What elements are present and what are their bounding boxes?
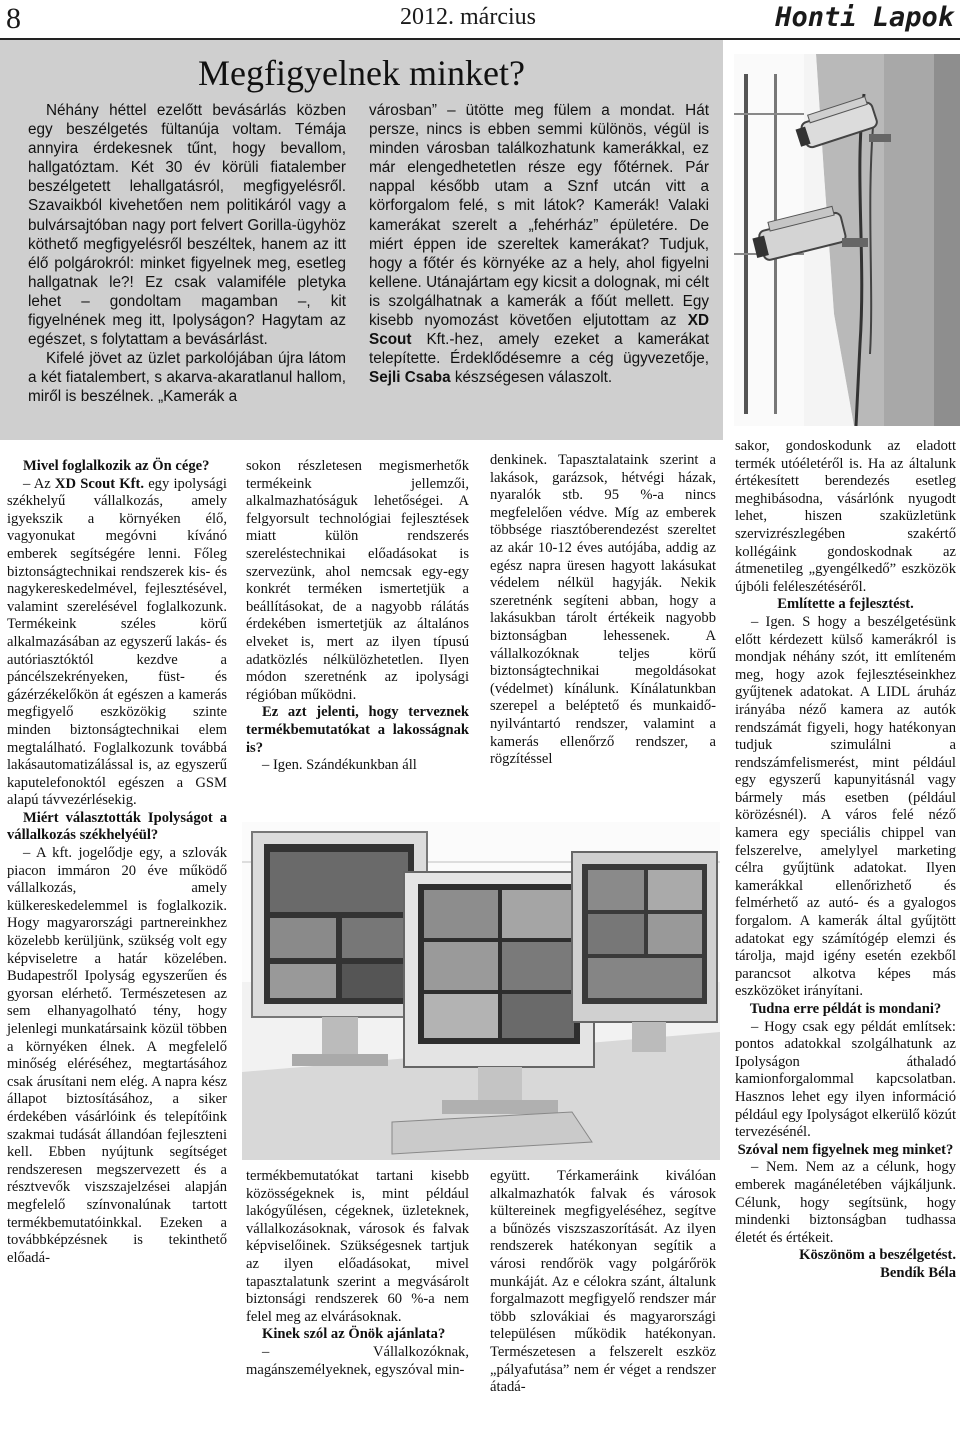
interview-question: Tudna erre példát is mondani? xyxy=(749,1001,942,1017)
interview-answer: denkinek. Tapasztalataink szerint a lakások, garázsok, hétvégi házak, nyaralók stb. 95 %-a nincs megfelelően védve. Míg az emberek többsége riasztóberendezést szereltet az akár 10-12 éves autójába, addig az egész napra üresen hagyott lakásukat védelem nélkül hagyják. Nekik szeretnénk segíteni abban, hogy a lakásukban tárolt értékeik nagyobb biztonságban lehessenek. A vállalkozóknak teljes körű biztonságtechnikai megoldásokat (védelmet) kínálunk. Kínálatunkban szerepel a beléptető és munkaidő-nyilvántartó rendszer, valamint a kamerás ellenőrző rendszer, a rögzítéssel xyxy=(490,452,716,768)
page-number: 8 xyxy=(6,2,21,35)
article-column-4 xyxy=(735,438,956,1283)
headline: Megfigyelnek minket? xyxy=(198,53,525,93)
article-column-3 xyxy=(490,452,716,769)
lead-text: készségesen válaszolt. xyxy=(450,369,613,387)
closing-thanks: Köszönöm a beszélgetést. xyxy=(799,1247,956,1264)
interview-question: Kinek szól az Önök ajánlata? xyxy=(262,1326,446,1343)
security-camera-photo-icon xyxy=(734,54,960,426)
article-column-2 xyxy=(246,458,469,775)
lead-text: Kft.-hez, amely ezeket a kamerákat telepítette. Érdeklődésemre a cég ügyvezetője, xyxy=(369,331,709,368)
interview-question: Miért választották Ipolyságot a vállalkozás székhelyéül? xyxy=(7,809,227,844)
interview-answer: – Igen. S hogy a beszélgetésünk előtt kérdezett külső kamerákról is mondjak néhány szót, itt említeném meg, hogy azok fejlesztéseinkhez gyűjtenek adatokat. A LIDL áruház irányába néző kamera az autók rendszámát figyeli, hogy hatékonyan tudjuk szimulálni a rendszámfelismerést, mint például egy egyszerű kapunyitásnál vagy bármely más esetben (például körözésnél). A város felé néző kamera egy speciális chippel van felszerelve, amelylyel marketing célra gyűjtünk adatokat. Ilyen kamerákkal ellenőrizhető és felmérhető az autó- és a gyalogos forgalom. A kamerák által gyűjtött adatokat egy számítógép elemzi és tárolja, majd igény esetén ezekből parancsot alkotva képes más eszközöket irányítani. xyxy=(735,613,956,1000)
interview-answer: sakor, gondoskodunk az eladott termék utóéletéről is. Ha az általunk értékesített berendezés esetleg meghibásodna, vásárlónk nyugodt lehet, hiszen szaküzletünk szervizrészlegében szakértő kollégáink gondoskodnak az átmenetileg „gyengélkedő” eszközök újbóli feléleszétéséről. xyxy=(735,438,956,595)
issue-date: 2012. március xyxy=(400,4,536,30)
person-name: Sejli Csaba xyxy=(369,369,451,387)
interview-answer: sokon részletesen megismerhetők termékeink jellemzői, alkalmazhatóságuk lehetőségei. A felgyorsult technológiai fejlesztések miatt külön rendszerés szereléstechnikai előadásokat is szervezünk, ahol nemcsak egy-egy konkrét terméken ismertetjük a beállításokat, de a nagyobb rálátás érdekében ismertetjük az általános elveket is, mert az ilyen típusú adatközlés nélkülözhetetlen. Ilyen módon szeretnénk az ipolysági régióban működni. xyxy=(246,458,469,703)
interview-answer: termékbemutatókat tartani kisebb közösségeknek is, mint például lakógyűlésen, cégeknek, üzleteknek, vállalkozásoknak, városok és falvak képviselőinek. Szükségesnek tartjuk az ilyen előadásokat, mivel tapasztalatunk szerint a megvásárolt biztonsági rendszerek 60 %-a nem felel meg az elvárásoknak. xyxy=(246,1168,469,1325)
interview-answer: együtt. Térkameráink kiválóan alkalmazhatók falvak és városok kültereinek megfigyeléséhez, segítve a bűnözés viszszaszorítását. Az ilyen rendszerek hatékonyan segítik a városi rendőrök vagy polgárőrök munkáját. Az e célokra szánt, általunk forgalmazott megfigyelő rendszer már több szlovákiai és magyarországi településen működik hatékonyan. Természetesen a felszerelt eszköz „pályafutása” nem ér véget a rendszer átadá- xyxy=(490,1168,716,1396)
paper-name: Honti Lapok xyxy=(775,2,954,33)
surveillance-monitor-photo xyxy=(242,822,720,1160)
article-column-1 xyxy=(7,458,227,1267)
answer-text: – Az xyxy=(23,475,55,492)
interview-question: Említette a fejlesztést. xyxy=(777,596,914,613)
lead-left-column xyxy=(28,101,346,407)
lead-right-column xyxy=(369,101,709,387)
interview-question: Szóval nem figyelnek meg minket? xyxy=(737,1141,954,1158)
interview-answer: – A kft. jogelődje egy, a szlovák piacon immáron 20 éve működő vállalkozás, amely külkereskedelemmel is foglalkozik. Hogy magyarországi partnereinkhez közelebb kerüljünk, szükség volt egy képviseletre a határ közelében. Budapestről Ipolyság egyszerűen és gyorsan elérhető. Természetesen az sem elhanyagolható tény, hogy jelenlegi munkatársaink közül többen a környéken élnek. A megfelelő minőség eléréséhez, megtartásához csak árusítani nem elég. A napra kész állapot biztosításához, a siker érdekében vásárlóink és telepítőink szakmai tudását állandóan fejleszteni kell. Ebben nyújtunk segítséget rendszeresen megszervezett és a résztvevők viszszajelzései alapján megfelelő színvonalúnak tartott termékbemutatóinkkal. Ezeken a továbbképzésnek is tekinthető előadá- xyxy=(7,845,227,1266)
author-name: Bendík Béla xyxy=(880,1264,956,1281)
interview-question: Ez azt jelenti, hogy terveznek termékbemutatókat a lakosságnak is? xyxy=(246,704,469,756)
interview-answer: – Igen. Szándékunkban áll xyxy=(262,757,417,774)
interview-answer: – Nem. Nem az a célunk, hogy emberek magánéletében vájkáljunk. Célunk, hogy segítsünk, hogy mindenki biztonságban tudhassa életét és értékeit. xyxy=(735,1159,956,1246)
lead-paragraph: Kifelé jövet az üzlet parkolójában újra látom a két fiatalembert, s akarva-akaratlanul hallom, miről is beszélnek. „Kamerák a xyxy=(28,350,346,406)
company-name: XD Scout xyxy=(369,312,709,349)
surveillance-monitor-photo-icon xyxy=(242,822,720,1160)
lead-paragraph: Néhány héttel ezelőtt bevásárlás közben egy beszélgetés fültanúja voltam. Témája annyira érdekesnek tűnt, hogy bevallom, hallgatóztam. Két 30 év körüli fiatalember beszélgetett lehallgatásról, megfigyelésről. Szavaikból kivehetően nem politikáról vagy a bulvársajtóban nagy port felvert Gorilla-ügyhöz köthető megfigyelésről beszéltek, hanem az itt élő polgárokról: minket figyelnek meg, esetleg hallgatnak le?! Ez csak valamiféle pletyka lehet – gondoltam magamban –, kit figyelnének meg itt, Ipolyságon? Hagytam az egészet, s folytattam a bevásárlást. xyxy=(28,102,346,349)
security-camera-photo xyxy=(734,54,960,426)
article-column-2-bottom xyxy=(246,1168,469,1379)
interview-answer: – Hogy csak egy példát említsek: pontos adatokkal szolgálhatunk az Ipolyságon áthaladó kamionforgalommal kapcsolatban. Hasznos lehet egy ilyen információ például egy Ipolyságot elkerülő közút tervezésénél. xyxy=(735,1018,956,1141)
interview-question: Mivel foglalkozik az Ön cége? xyxy=(23,458,210,474)
article-column-3-bottom xyxy=(490,1168,716,1397)
lead-paragraph xyxy=(369,101,709,387)
lead-text: városban” – ütötte meg fülem a mondat. Hát persze, nincs is ebben semmi különös, végül is minden városban találkozhatunk kamerákkal, ez már elengedhetetlen része egy főtérnek. Pár nappal később utam a Sznf utcán vitt a körforgalom felé, s mit látok? Kamerák! Valaki kamerákat szerelt a „fehérház” épületére. De miért éppen ide szereltek kamerákat? Tudjuk, hogy a főtér és környéke az a hely, ahol figyelni kellene. Utánajártam egy kicsit a dolognak, mi célt is szolgálhatnak a kamerák a főút mellett. Egy kisebb nyomozást követően eljutottam az xyxy=(369,102,709,330)
interview-answer: – Vállalkozóknak, magánszemélyeknek, egyszóval min- xyxy=(246,1343,469,1378)
interview-answer xyxy=(7,476,227,810)
answer-text: egy ipolysági székhelyű vállalkozás, amely igyekszik a környéken élő, vagyonukat megóvni kívánó emberek segítségére lenni. Főleg biztonságtechnikai rendszerek kis- és nagykereskedelmével, fejlesztésével, valamint szerelésével foglalkozunk. Termékeink széles körű alkalmazásában az egyszerű lakás- és autóriasztóktól kezdve a páncélszekrényeken, füst- és gázérzékelőkön át egészen a kamerás megfigyelő eszközökig szinte minden biztonságtechnikai elem megtalálható. Foglalkozunk továbbá lakásautomatizálással is, az egyszerű kaputelefonoktól egészen a GSM alapú távvezérlésekig. xyxy=(7,475,227,809)
company-name: XD Scout Kft. xyxy=(54,475,144,492)
